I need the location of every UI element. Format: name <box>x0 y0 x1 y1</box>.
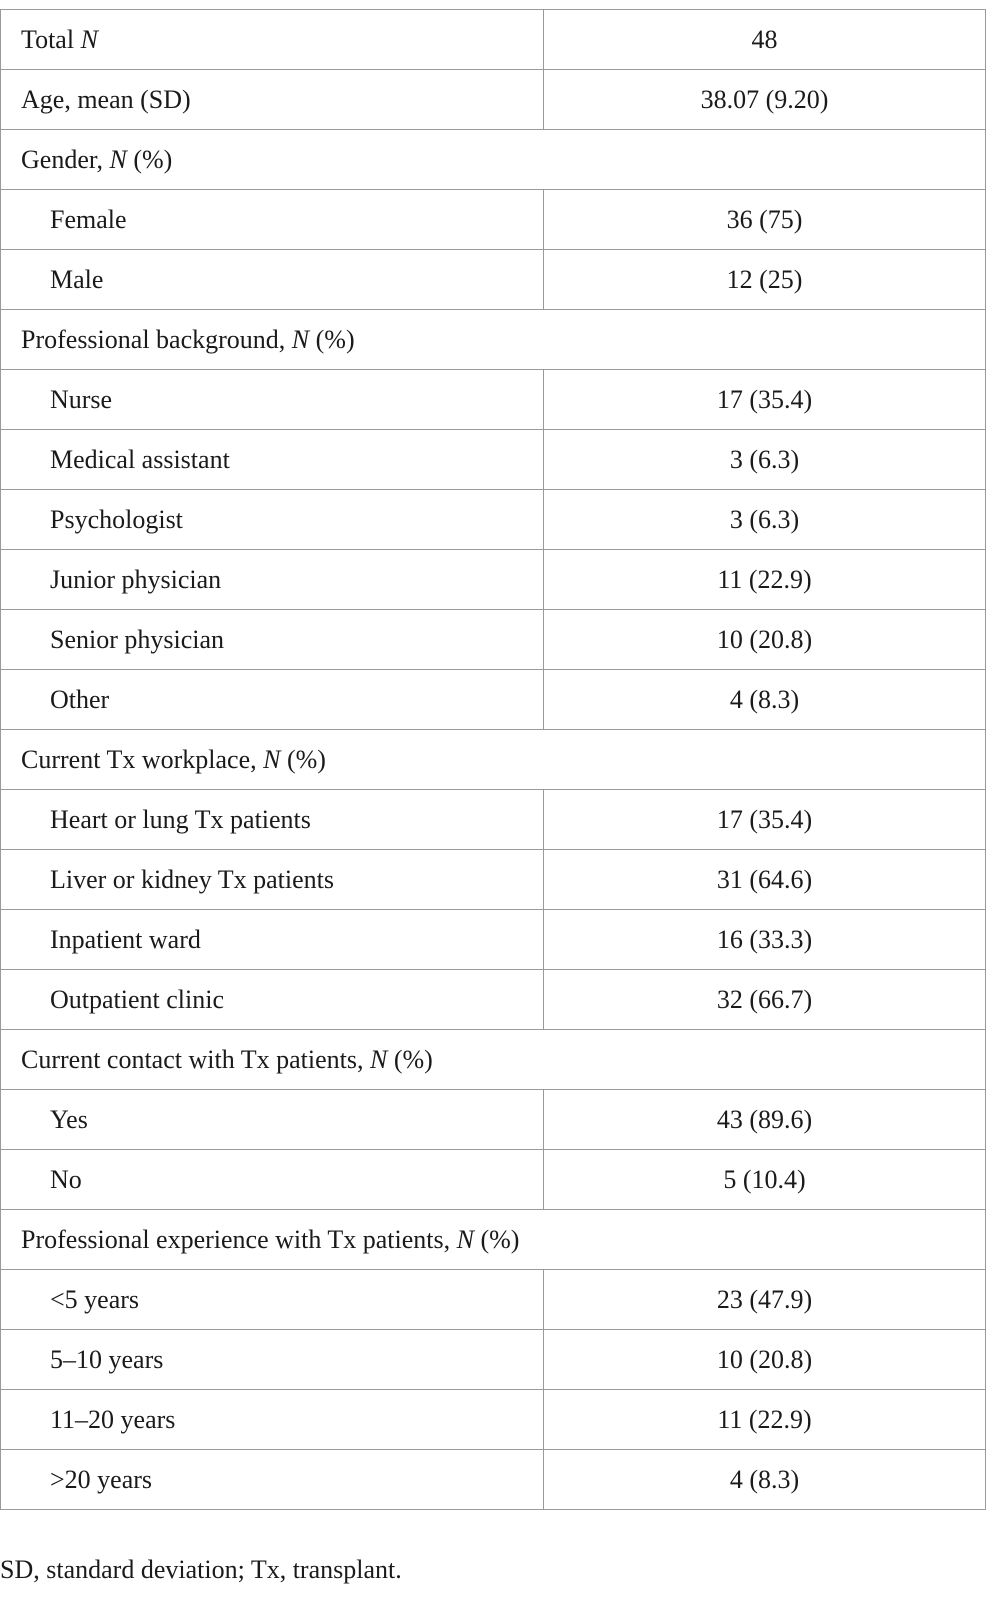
row-value: 17 (35.4) <box>544 370 986 430</box>
total-n-symbol: N <box>80 24 98 54</box>
table-row <box>1 850 986 910</box>
row-value: 10 (20.8) <box>544 1330 986 1390</box>
age-value: 38.07 (9.20) <box>544 70 986 130</box>
row-label: Male <box>1 250 544 310</box>
table-row <box>1 610 986 670</box>
row-value: 4 (8.3) <box>544 1450 986 1510</box>
row-label: Yes <box>1 1090 544 1150</box>
table-row <box>1 910 986 970</box>
row-label: Inpatient ward <box>1 910 544 970</box>
row-label: 5–10 years <box>1 1330 544 1390</box>
section-n-symbol: N <box>291 324 310 354</box>
section-n-symbol: N <box>263 744 281 774</box>
table-footnote: SD, standard deviation; Tx, transplant. <box>0 1555 402 1584</box>
row-value: 3 (6.3) <box>544 490 986 550</box>
section-n-symbol: N <box>109 144 127 174</box>
age-label: Age, mean (SD) <box>1 70 544 130</box>
row-label: Female <box>1 190 544 250</box>
section-row-gender <box>1 130 986 190</box>
table-row <box>1 370 986 430</box>
table-row <box>1 1450 986 1510</box>
table-row-age <box>1 70 986 130</box>
total-label-cell <box>1 10 544 70</box>
section-suffix: (%) <box>280 744 326 774</box>
section-title-text: Professional background, <box>21 324 292 354</box>
row-value: 32 (66.7) <box>544 970 986 1030</box>
section-title-professional-background <box>1 310 986 370</box>
section-title-text: Gender, <box>21 144 110 174</box>
section-row-current-contact <box>1 1030 986 1090</box>
section-suffix: (%) <box>473 1224 520 1254</box>
section-title-gender <box>1 130 986 190</box>
section-row-current-tx-workplace <box>1 730 986 790</box>
row-value: 43 (89.6) <box>544 1090 986 1150</box>
table-row <box>1 1330 986 1390</box>
row-value: 11 (22.9) <box>544 550 986 610</box>
section-title-text: Current Tx workplace, <box>21 744 264 774</box>
row-label: Nurse <box>1 370 544 430</box>
table-row <box>1 550 986 610</box>
row-label: Junior physician <box>1 550 544 610</box>
section-n-symbol: N <box>456 1224 474 1254</box>
table-row <box>1 1090 986 1150</box>
row-label: Liver or kidney Tx patients <box>1 850 544 910</box>
table-row <box>1 250 986 310</box>
section-suffix: (%) <box>387 1044 433 1074</box>
table-row-total <box>1 10 986 70</box>
row-value: 12 (25) <box>544 250 986 310</box>
table-row <box>1 430 986 490</box>
row-label: Senior physician <box>1 610 544 670</box>
row-value: 23 (47.9) <box>544 1270 986 1330</box>
row-label: Outpatient clinic <box>1 970 544 1030</box>
row-value: 31 (64.6) <box>544 850 986 910</box>
section-row-professional-experience <box>1 1210 986 1270</box>
row-label: >20 years <box>1 1450 544 1510</box>
section-title-text: Professional experience with Tx patients, <box>21 1224 457 1254</box>
row-value: 11 (22.9) <box>544 1390 986 1450</box>
row-label: Medical assistant <box>1 430 544 490</box>
row-label: Psychologist <box>1 490 544 550</box>
table-row <box>1 670 986 730</box>
row-value: 17 (35.4) <box>544 790 986 850</box>
total-label: Total <box>21 24 81 54</box>
table-row <box>1 1150 986 1210</box>
row-value: 16 (33.3) <box>544 910 986 970</box>
row-value: 3 (6.3) <box>544 430 986 490</box>
row-label: No <box>1 1150 544 1210</box>
table-row <box>1 190 986 250</box>
row-label: Other <box>1 670 544 730</box>
row-label: 11–20 years <box>1 1390 544 1450</box>
section-suffix: (%) <box>126 144 173 174</box>
section-title-current-tx-workplace <box>1 730 986 790</box>
table-row <box>1 790 986 850</box>
row-value: 5 (10.4) <box>544 1150 986 1210</box>
table-row <box>1 1390 986 1450</box>
section-title-professional-experience <box>1 1210 986 1270</box>
section-row-professional-background <box>1 310 986 370</box>
row-label: Heart or lung Tx patients <box>1 790 544 850</box>
section-suffix: (%) <box>309 324 355 354</box>
row-value: 4 (8.3) <box>544 670 986 730</box>
section-title-current-contact <box>1 1030 986 1090</box>
row-value: 10 (20.8) <box>544 610 986 670</box>
table-row <box>1 490 986 550</box>
row-label: <5 years <box>1 1270 544 1330</box>
row-value: 36 (75) <box>544 190 986 250</box>
total-value: 48 <box>544 10 986 70</box>
table-row <box>1 970 986 1030</box>
demographics-table <box>0 9 986 1510</box>
section-n-symbol: N <box>370 1044 388 1074</box>
table-row <box>1 1270 986 1330</box>
section-title-text: Current contact with Tx patients, <box>21 1044 370 1074</box>
